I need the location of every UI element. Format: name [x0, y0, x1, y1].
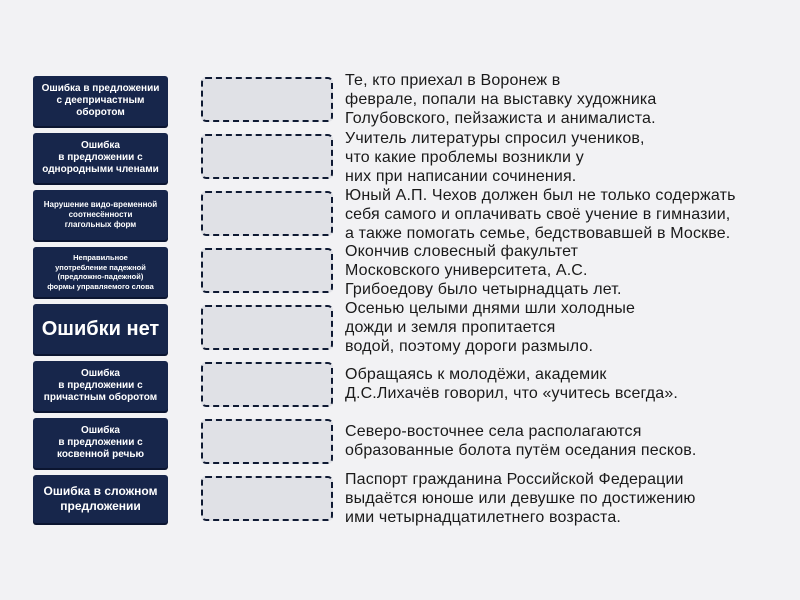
- sentence-8: Паспорт гражданина Российской Федерации выдаётся юноше или девушке по достижению ими четырнадцатилетнего возраста.: [345, 471, 696, 526]
- sentence-7: Северо-восточнее села располагаются образованные болота путём оседания песков.: [345, 423, 697, 459]
- drop-slot-3[interactable]: [201, 191, 333, 236]
- tile-no-error[interactable]: Ошибки нет: [33, 304, 168, 354]
- drop-slot-6[interactable]: [201, 362, 333, 407]
- tile-verb-tense-error[interactable]: Нарушение видо-временной соотнесённости глагольных форм: [33, 190, 168, 240]
- sentence-6: Обращаясь к молодёжи, академик Д.С.Лихачёв говорил, что «учитесь всегда».: [345, 366, 678, 402]
- drop-slot-1[interactable]: [201, 77, 333, 122]
- tile-case-form-error[interactable]: Неправильное употребление падежной (предложно-падежной) формы управляемого слова: [33, 247, 168, 297]
- sentence-4: Окончив словесный факультет Московского университета, А.С. Грибоедову было четырнадцать лет.: [345, 243, 622, 298]
- drop-slot-7[interactable]: [201, 419, 333, 464]
- tile-homogeneous-members-error[interactable]: Ошибка в предложении с однородными членами: [33, 133, 168, 183]
- tile-indirect-speech-error[interactable]: Ошибка в предложении с косвенной речью: [33, 418, 168, 468]
- tile-participle-phrase-error[interactable]: Ошибка в предложении с причастным оборотом: [33, 361, 168, 411]
- sentence-2: Учитель литературы спросил учеников, что какие проблемы возникли у них при написании сочинения.: [345, 130, 645, 185]
- sentence-3: Юный А.П. Чехов должен был не только содержать себя самого и оплачивать своё учение в гимназии, а также помогать семье, бедствовавшей в Москве.: [345, 187, 736, 242]
- drop-slot-4[interactable]: [201, 248, 333, 293]
- drop-slot-2[interactable]: [201, 134, 333, 179]
- tile-complex-sentence-error[interactable]: Ошибка в сложном предложении: [33, 475, 168, 523]
- drop-slot-5[interactable]: [201, 305, 333, 350]
- drop-slot-8[interactable]: [201, 476, 333, 521]
- sentence-5: Осенью целыми днями шли холодные дожди и земля пропитается водой, поэтому дороги размыло.: [345, 300, 636, 355]
- sentence-1: Те, кто приехал в Воронеж в феврале, попали на выставку художника Голубовского, пейзажиста и анималиста.: [345, 72, 657, 127]
- tile-gerund-phrase-error[interactable]: Ошибка в предложении с деепричастным оборотом: [33, 76, 168, 126]
